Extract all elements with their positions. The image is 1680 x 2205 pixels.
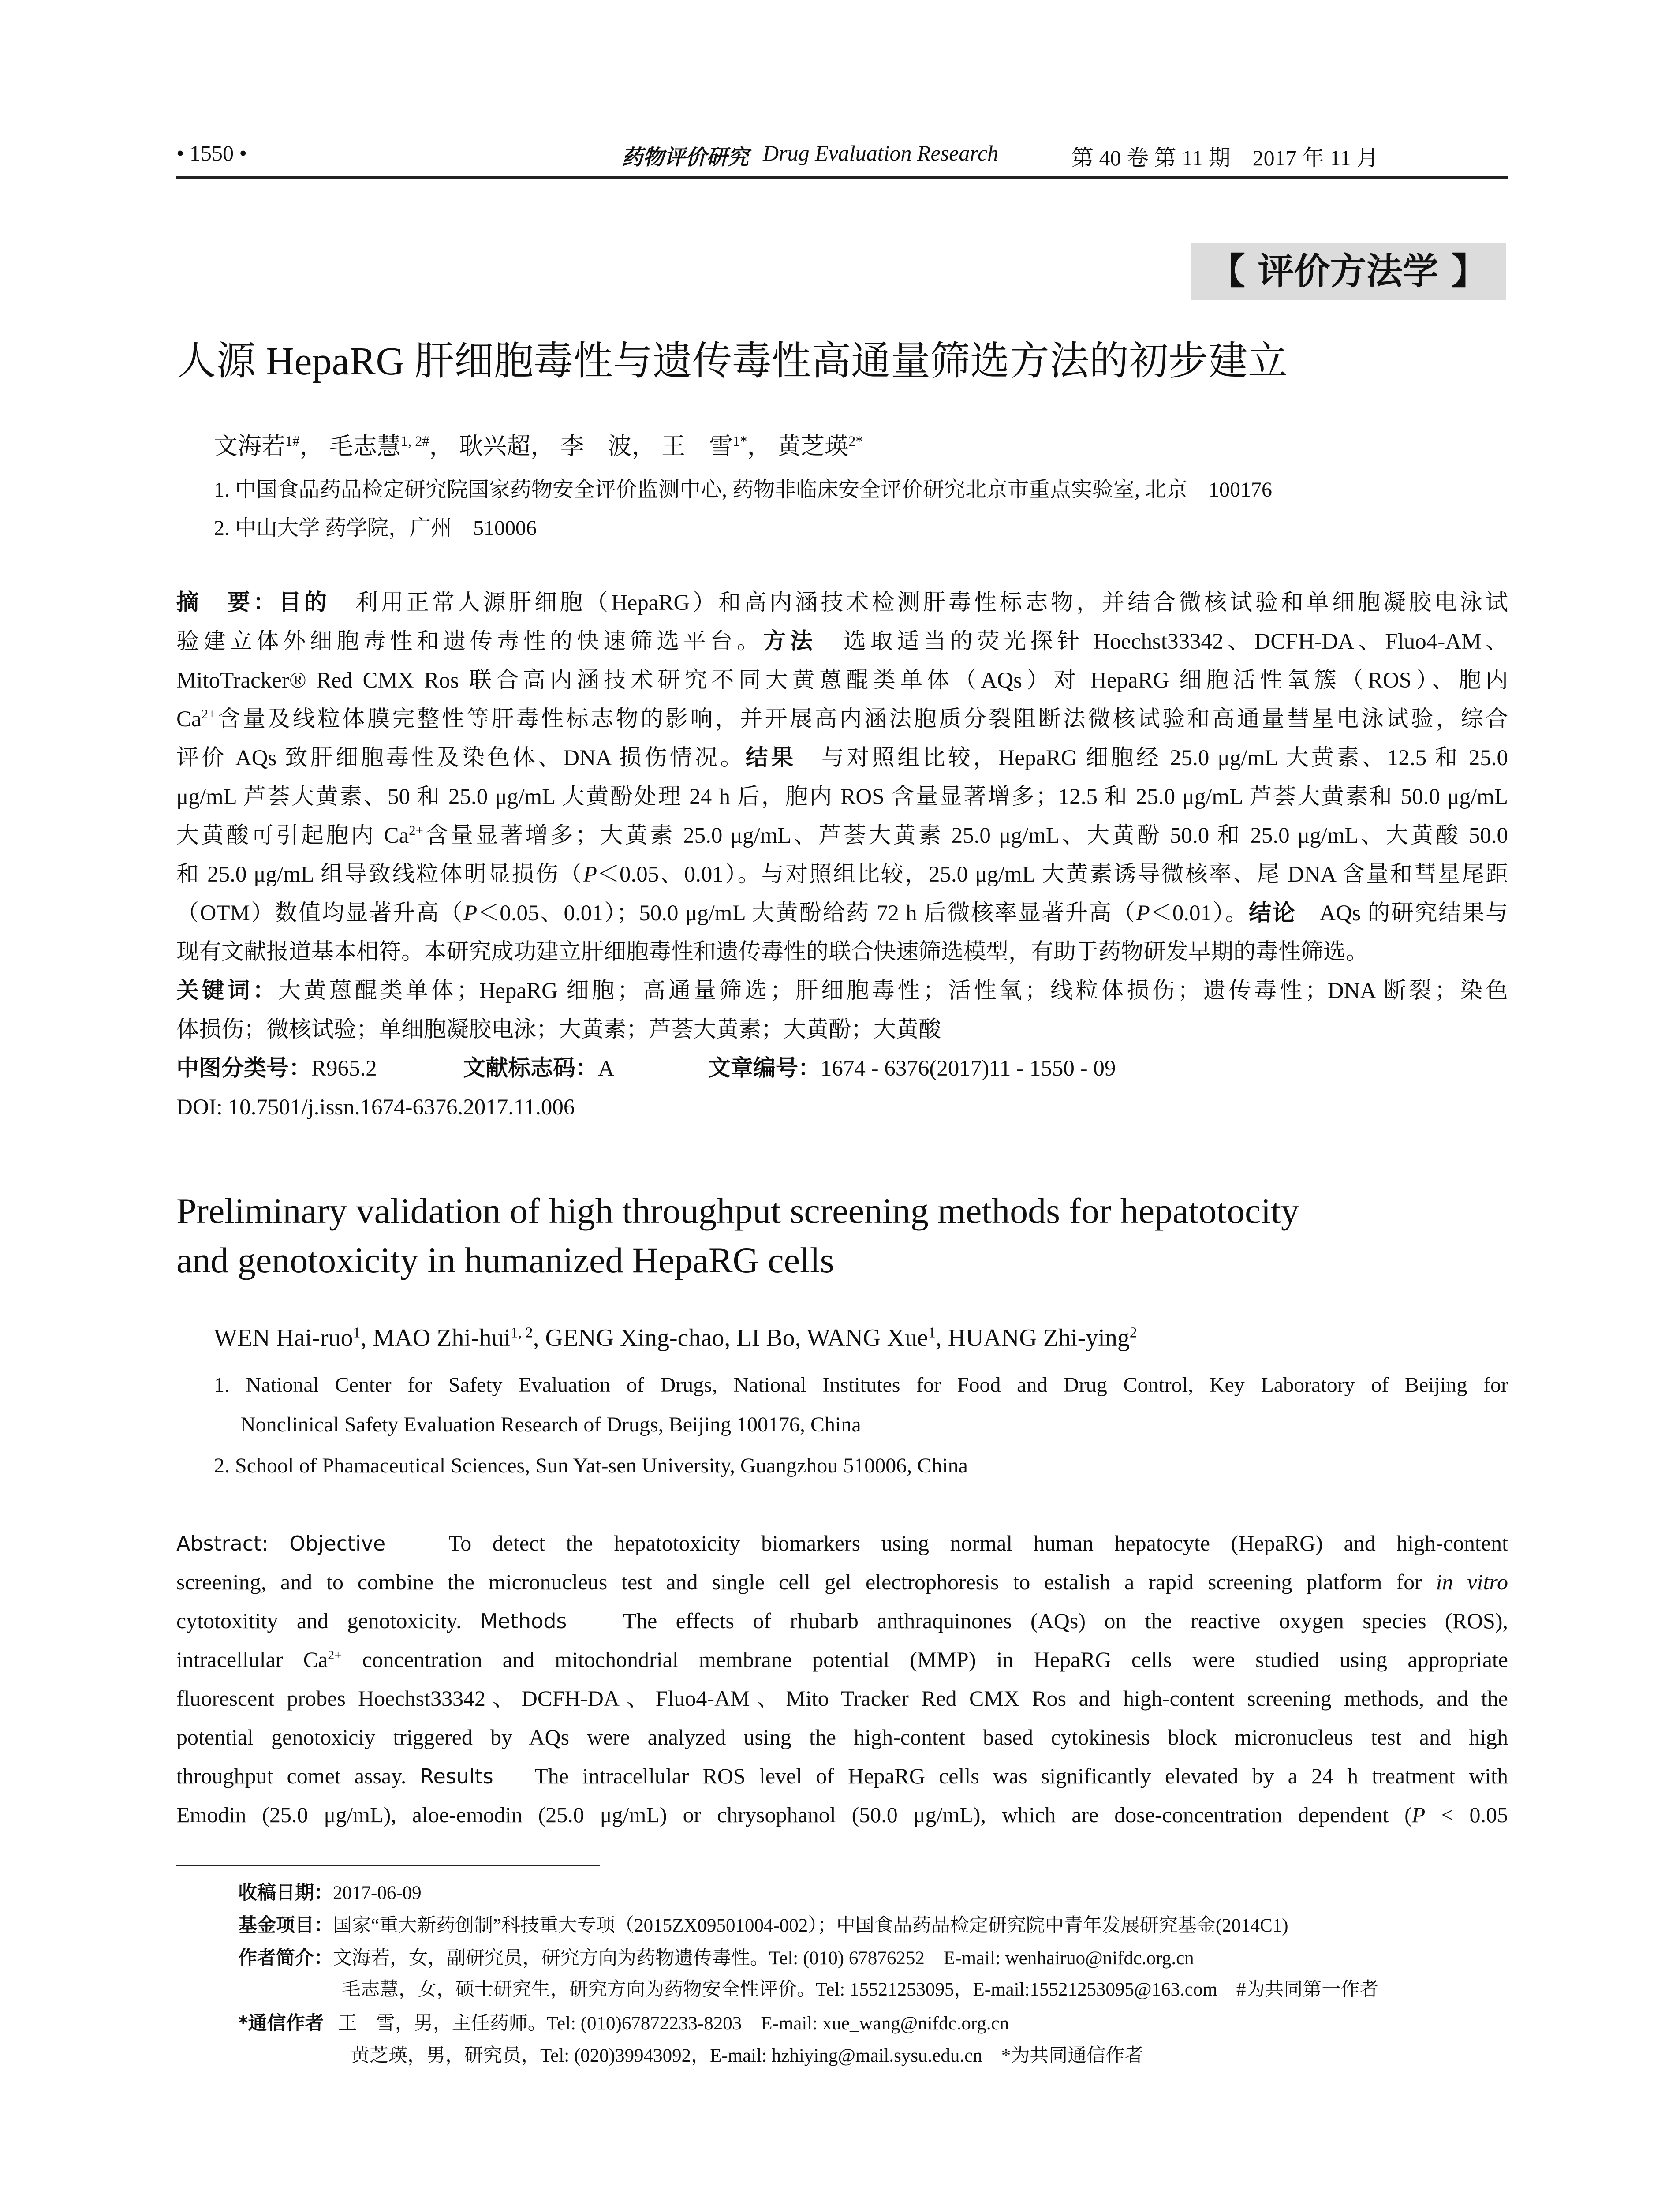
page-number: • 1550 • [176, 141, 247, 165]
journal-logo-cn: 药物评价研究 [622, 145, 749, 170]
abstract-cn-line: （OTM）数值均显著升高（P＜0.05、0.01）；50.0 μg/mL 大黄酚给药 72 h 后微核率显著升高（P＜0.01）。结论 AQs 的研究结果与 [176, 900, 1508, 926]
affiliation-en-1: 1. National Center for Safety Evaluation of Drugs, National Institutes for Food and Drug Control, Key Laboratory of Beijing for [214, 1373, 1508, 1397]
author-name: 黄芝瑛 [777, 433, 849, 460]
abstract-cn-line: μg/mL 芦荟大黄素、50 和 25.0 μg/mL 大黄酚处理 24 h 后，胞内 ROS 含量显著增多；12.5 和 25.0 μg/mL 芦荟大黄素和 50.0 μg/mL [176, 785, 1508, 809]
footnote-received: 收稿日期：2017-06-09 [238, 1882, 422, 1904]
running-header [176, 140, 1508, 176]
abstract-cn-line: 评价 AQs 致肝细胞毒性及染色体、DNA 损伤情况。结果 与对照组比较，HepaRG 细胞经 25.0 μg/mL 大黄素、12.5 和 25.0 [176, 745, 1508, 771]
author-name: 王 雪 [661, 433, 733, 460]
footnote-corresponding: *通信作者 王 雪，男，主任药师。Tel: (010)67872233-8203 E-mail: xue_wang@nifdc.org.cn [238, 2012, 1009, 2034]
abstract-cn-line: 和 25.0 μg/mL 组导致线粒体明显损伤（P＜0.05、0.01）。与对照组比较，25.0 μg/mL 大黄素诱导微核率、尾 DNA 含量和彗星尾距 [176, 862, 1508, 887]
journal-name-en: Drug Evaluation Research [763, 141, 999, 165]
abstract-cn-line: 验建立体外细胞毒性和遗传毒性的快速筛选平台。方法 选取适当的荧光探针 Hoechst33342、DCFH-DA、Fluo4-AM、 [176, 628, 1508, 654]
footnote-bio: 作者简介：文海若，女，副研究员，研究方向为药物遗传毒性。Tel: (010) 67876252 E-mail: wenhairuo@nifdc.org.cn [238, 1947, 1194, 1969]
issue-info: 第 40 卷 第 11 期 2017 年 11 月 [1071, 146, 1379, 170]
author-name: 耿兴超 [459, 433, 531, 460]
abstract-en-line: Emodin (25.0 μg/mL), aloe-emodin (25.0 μg/mL) or chrysophanol (50.0 μg/mL), which are dose-concentration dependent (P < 0.05 [176, 1802, 1508, 1827]
classification-line: 中图分类号：R965.2 文献标志码：A 文章编号：1674 - 6376(2017)11 - 1550 - 09 [176, 1055, 1116, 1081]
affiliation-en-2: 2. School of Phamaceutical Sciences, Sun Yat-sen University, Guangzhou 510006, China [214, 1454, 968, 1477]
abstract-cn-line: 大黄酸可引起胞内 $Ca^{2+}$含量显著增多；大黄素 25.0 μg/mL、芦荟大黄素 25.0 μg/mL、大黄酚 50.0 和 25.0 μg/mL、大黄酸 50.0 [176, 823, 1508, 848]
footnote-rule [176, 1865, 600, 1866]
authors-cn: 文海若$^{1\#}$， 毛志慧$^{1, 2\#}$， 耿兴超， 李 波， 王 雪$^{1*}$， 黄芝瑛$^{2*}$ [214, 433, 863, 460]
abstract-cn-line: 现有文献报道基本相符。本研究成功建立肝细胞毒性和遗传毒性的联合快速筛选模型，有助于药物研发早期的毒性筛选。 [176, 940, 1369, 964]
abstract-en-line: Abstract: Objective To detect the hepatotoxicity biomarkers using normal human hepatocyte (HepaRG) and high-content [176, 1531, 1508, 1555]
footnote-bio-2: 毛志慧，女，硕士研究生，研究方向为药物安全性评价。Tel: 15521253095，E-mail:15521253095@163.com #为共同第一作者 [342, 1979, 1379, 2000]
title-cn: 人源 HepaRG 肝细胞毒性与遗传毒性高通量筛选方法的初步建立 [176, 340, 1288, 383]
affiliation-en-1-cont: Nonclinical Safety Evaluation Research of Drugs, Beijing 100176, China [240, 1413, 861, 1436]
column-label: 【 评价方法学 】 [1191, 243, 1506, 300]
author-name: 毛志慧 [329, 433, 401, 460]
abstract-en-line: throughput comet assay. Results The intracellular ROS level of HepaRG cells was significantly elevated by a 24 h treatment with [176, 1764, 1508, 1788]
header-rule [176, 176, 1508, 179]
title-en: Preliminary validation of high throughput screening methods for hepatotocity and genotoxicity in humanized HepaRG cells [176, 1191, 1299, 1280]
abstract-en-line: fluorescent probes Hoechst33342、DCFH-DA、Fluo4-AM、Mito Tracker Red CMX Ros and high-content screening methods, and the [176, 1686, 1508, 1711]
keywords-line: 体损伤；微核试验；单细胞凝胶电泳；大黄素；芦荟大黄素；大黄酚；大黄酸 [176, 1017, 941, 1042]
affiliation-cn-2: 2. 中山大学 药学院，广州 510006 [214, 516, 537, 540]
doi: DOI: 10.7501/j.issn.1674-6376.2017.11.006 [176, 1095, 575, 1120]
abstract-en-line: potential genotoxiciy triggered by AQs were analyzed using the high-content based cytokinesis block micronucleus test and high [176, 1725, 1508, 1749]
footnote-fund: 基金项目：国家“重大新药创制”科技重大专项（2015ZX09501004-002）；中国食品药品检定研究院中青年发展研究基金(2014C1) [238, 1914, 1288, 1936]
abstract-en-line: screening, and to combine the micronucleus test and single cell gel electrophoresis to estalish a rapid screening platform for in vitro [176, 1570, 1508, 1594]
affiliation-cn-1: 1. 中国食品药品检定研究院国家药物安全评价监测中心, 药物非临床安全评价研究北京市重点实验室, 北京 100176 [214, 478, 1273, 501]
abstract-en [176, 1524, 1508, 1834]
abstract-cn [176, 583, 1508, 1127]
abstract-cn-line: MitoTracker® Red CMX Ros 联合高内涵技术研究不同大黄蒽醌类单体（AQs）对 HepaRG 细胞活性氧簇（ROS）、胞内 [176, 668, 1508, 693]
abstract-en-line: cytotoxitity and genotoxicity. Methods The effects of rhubarb anthraquinones (AQs) on the reactive oxygen species (ROS), [176, 1608, 1508, 1633]
author-name: 李 波 [560, 433, 632, 460]
keywords-line: 关键词：大黄蒽醌类单体；HepaRG 细胞；高通量筛选；肝细胞毒性；活性氧；线粒体损伤；遗传毒性；DNA 断裂；染色 [176, 978, 1508, 1004]
abstract-cn-line: 摘 要：目的 利用正常人源肝细胞（HepaRG）和高内涵技术检测肝毒性标志物，并结合微核试验和单细胞凝胶电泳试 [176, 590, 1508, 616]
authors-en: WEN Hai-ruo$^1$, MAO Zhi-hui$^{1, 2}$, GENG Xing-chao, LI Bo, WANG Xue$^1$, HUANG Zhi-ying$^2$ [214, 1324, 1137, 1352]
abstract-cn-line: $Ca^{2+}$含量及线粒体膜完整性等肝毒性标志物的影响，并开展高内涵法胞质分裂阻断法微核试验和高通量彗星电泳试验，综合 [176, 706, 1508, 732]
abstract-en-line: intracellular $Ca^{2+}$ concentration and mitochondrial membrane potential (MMP) in HepaRG cells were studied using appropriate [176, 1647, 1508, 1672]
footnote-corresponding-2: 黄芝瑛，男，研究员，Tel: (020)39943092，E-mail: hzhiying@mail.sysu.edu.cn *为共同通信作者 [351, 2045, 1144, 2066]
author-name: 文海若 [214, 433, 285, 460]
